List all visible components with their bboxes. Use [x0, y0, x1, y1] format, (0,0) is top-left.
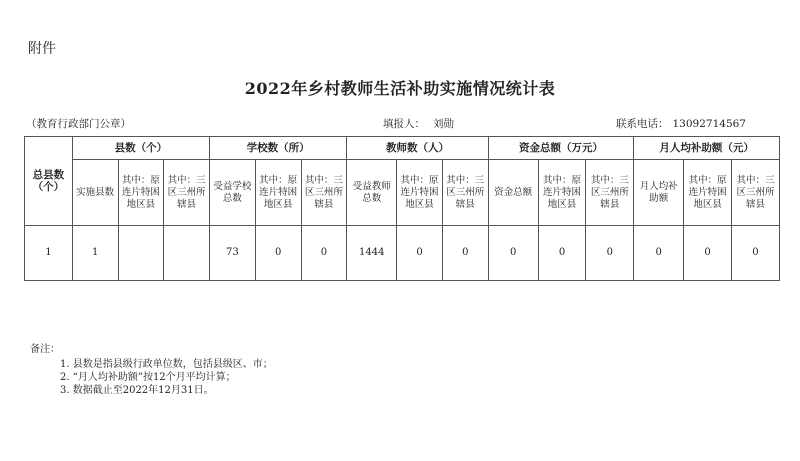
filler-value: 刘勋	[433, 118, 454, 130]
phone-info	[616, 116, 746, 131]
cell-teachers-benefit: 1444	[347, 226, 397, 281]
note-item: 2. “月人均补助额”按12个月平均计算；	[60, 372, 236, 383]
cell-funds-poverty: 0	[538, 226, 586, 281]
subheader-teachers-three-regions: 其中：三区三州所辖县	[442, 160, 488, 226]
subheader-monthly-poverty: 其中：原连片特困地区县	[684, 160, 732, 226]
subheader-monthly-avg: 月人均补助额	[634, 160, 684, 226]
cell-monthly-poverty: 0	[684, 226, 732, 281]
cell-teachers-poverty: 0	[397, 226, 443, 281]
agency-seal-label: （教育行政部门公章）	[26, 118, 131, 130]
cell-schools-poverty: 0	[255, 226, 301, 281]
subheader-funds-poverty: 其中：原连片特困地区县	[538, 160, 586, 226]
note-item: 1. 县数是指县级行政单位数，包括县级区、市；	[60, 359, 273, 370]
page-title: 2022年乡村教师生活补助实施情况统计表	[244, 79, 556, 98]
cell-monthly-three-regions: 0	[731, 226, 779, 281]
phone-label: 联系电话：	[616, 118, 669, 130]
group-header-funds: 资金总额（万元）	[488, 137, 634, 160]
subheader-counties-three-regions: 其中：三区三州所辖县	[164, 160, 210, 226]
cell-counties-three-regions	[164, 226, 210, 281]
subheader-schools-three-regions: 其中：三区三州所辖县	[301, 160, 347, 226]
group-header-monthly: 月人均补助额（元）	[634, 137, 780, 160]
cell-schools-benefit: 73	[210, 226, 256, 281]
subheader-schools-benefit: 受益学校总数	[210, 160, 256, 226]
cell-funds-total: 0	[488, 226, 538, 281]
cell-schools-three-regions: 0	[301, 226, 347, 281]
group-header-teachers: 教师数（人）	[347, 137, 488, 160]
table-header-row	[25, 137, 780, 160]
subheader-funds-total: 资金总额	[488, 160, 538, 226]
subheader-schools-poverty: 其中：原连片特困地区县	[255, 160, 301, 226]
subheader-teachers-benefit: 受益教师总数	[347, 160, 397, 226]
group-header-counties: 县数（个）	[72, 137, 209, 160]
cell-counties-poverty	[118, 226, 164, 281]
statistics-table	[24, 136, 780, 281]
subheader-teachers-poverty: 其中：原连片特困地区县	[397, 160, 443, 226]
cell-monthly-avg: 0	[634, 226, 684, 281]
filler-label: 填报人：	[383, 118, 425, 130]
phone-value: 13092714567	[672, 118, 746, 130]
subheader-counties-poverty: 其中：原连片特困地区县	[118, 160, 164, 226]
table-row	[25, 226, 780, 281]
subheader-funds-three-regions: 其中：三区三州所辖县	[586, 160, 634, 226]
subheader-counties-implemented: 实施县数	[72, 160, 118, 226]
total-counties-header: 总县数（个）	[25, 137, 73, 226]
table-subheader-row	[25, 160, 780, 226]
notes-title: 备注：	[30, 344, 60, 355]
cell-total-counties: 1	[25, 226, 73, 281]
notes-list	[60, 358, 273, 397]
cell-counties-implemented: 1	[72, 226, 118, 281]
cell-funds-three-regions: 0	[586, 226, 634, 281]
subheader-monthly-three-regions: 其中：三区三州所辖县	[731, 160, 779, 226]
notes-section	[30, 343, 273, 397]
cell-teachers-three-regions: 0	[442, 226, 488, 281]
filler-info	[383, 116, 454, 131]
group-header-schools: 学校数（所）	[210, 137, 347, 160]
attachment-label: 附件	[28, 41, 56, 57]
note-item: 3. 数据截止至2022年12月31日。	[60, 385, 214, 396]
